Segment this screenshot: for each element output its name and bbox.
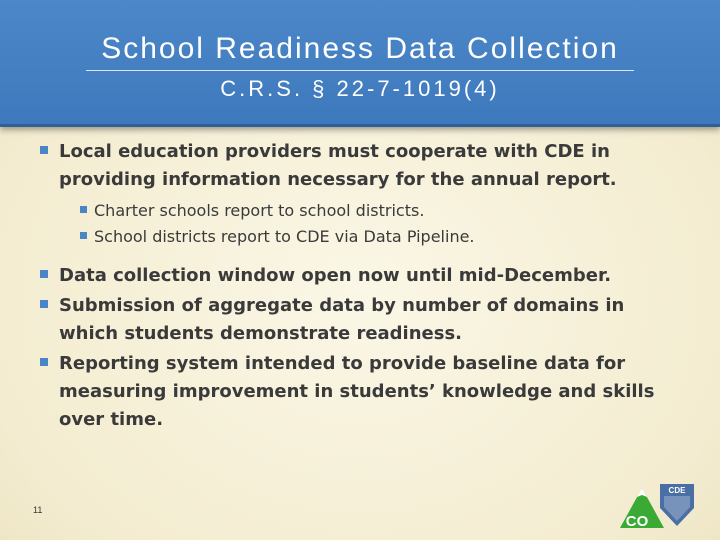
bullet-list xyxy=(36,138,676,436)
bullet-text: Submission of aggregate data by number of domains in which students demonstrate readiness. xyxy=(59,295,625,344)
sub-bullet-text: Charter schools report to school districts. xyxy=(94,201,425,220)
slide-subtitle: C.R.S. § 22-7-1019(4) xyxy=(220,76,500,101)
bullet-item xyxy=(36,350,676,434)
square-bullet-icon xyxy=(40,270,48,278)
title-banner xyxy=(0,0,720,127)
sub-bullet-text: School districts report to CDE via Data Pipeline. xyxy=(94,227,475,246)
page-number: 11 xyxy=(33,505,43,515)
logo-shield-stripe xyxy=(664,496,690,521)
bullet-text: Data collection window open now until mid-December. xyxy=(59,265,612,286)
logo-bottom-text: CO xyxy=(625,513,649,530)
title-underline xyxy=(86,70,634,71)
bullet-text: Reporting system intended to provide baseline data for measuring improvement in students’ knowledge and skills over time. xyxy=(59,353,655,430)
sub-bullet-list xyxy=(36,198,676,250)
slide-title: School Readiness Data Collection xyxy=(101,32,619,65)
bullet-text: Local education providers must cooperate with CDE in providing information necessary for the annual report. xyxy=(59,141,617,190)
bullet-item xyxy=(36,262,676,290)
square-bullet-icon xyxy=(40,146,48,154)
square-bullet-icon xyxy=(40,300,48,308)
logo-top-text: CDE xyxy=(668,486,686,495)
sub-bullet-item xyxy=(80,198,676,224)
square-bullet-icon xyxy=(80,232,87,239)
bullet-item xyxy=(36,138,676,194)
sub-bullet-item xyxy=(80,224,676,250)
square-bullet-icon xyxy=(40,358,48,366)
bullet-item xyxy=(36,292,676,348)
cde-colorado-logo-icon xyxy=(620,482,696,530)
square-bullet-icon xyxy=(80,206,87,213)
